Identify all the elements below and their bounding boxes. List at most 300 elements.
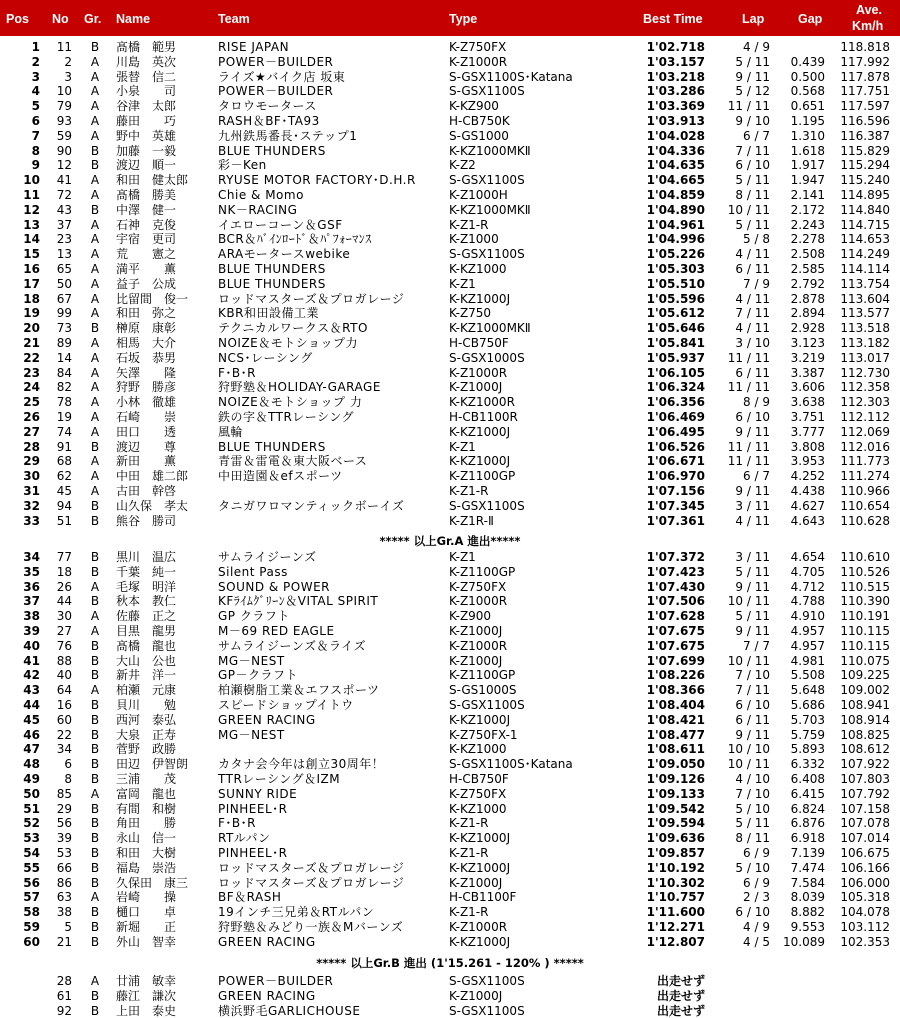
pos-cell: 24 <box>23 380 40 395</box>
header-best-time: Best Time <box>643 12 703 26</box>
name-cell: 和田 健太郎 <box>116 173 189 188</box>
name-cell: 古田 幹啓 <box>116 484 177 498</box>
lap-cell: 7 / 11 <box>735 683 770 698</box>
best-time-cell: 1'04.635 <box>646 158 705 173</box>
table-row <box>0 70 900 85</box>
ave-speed-cell: 110.966 <box>840 484 890 498</box>
name-cell: 渡辺 順一 <box>116 158 177 173</box>
lap-cell: 11 / 11 <box>727 380 770 395</box>
type-cell: H-CB1100F <box>449 890 517 905</box>
header-gap: Gap <box>798 12 823 26</box>
ave-speed-cell: 108.612 <box>840 742 890 757</box>
pos-cell: 23 <box>23 365 40 380</box>
lap-cell: 4 / 11 <box>735 291 770 306</box>
best-time-cell: 1'12.271 <box>646 920 705 934</box>
gap-cell: 3.638 <box>790 395 825 410</box>
table-row <box>0 306 900 321</box>
group-cell: A <box>90 469 100 484</box>
name-cell: 目黒 龍男 <box>116 624 177 638</box>
gap-cell: 8.882 <box>790 905 825 920</box>
table-row <box>0 173 900 188</box>
group-cell: A <box>90 114 100 128</box>
group-cell: A <box>90 424 100 439</box>
number-cell: 28 <box>56 974 72 988</box>
pos-cell: 3 <box>31 69 40 84</box>
pos-cell: 38 <box>23 609 40 624</box>
lap-cell: 10 / 11 <box>727 653 770 668</box>
lap-cell: 11 / 11 <box>727 350 770 365</box>
gap-cell: 5.648 <box>790 683 825 698</box>
gap-cell: 10.089 <box>783 934 825 949</box>
type-cell: K-Z1 <box>449 550 476 564</box>
lap-cell: 6 / 7 <box>743 128 770 143</box>
ave-speed-cell: 115.294 <box>840 158 890 173</box>
number-cell: 85 <box>56 786 72 801</box>
gap-cell: 6.824 <box>790 801 825 816</box>
lap-cell: 6 / 11 <box>735 365 770 380</box>
lap-cell: 5 / 11 <box>735 816 770 831</box>
gap-cell: 2.792 <box>790 276 825 291</box>
table-row <box>0 861 900 876</box>
type-cell: S-GSX1100S <box>449 974 525 988</box>
team-cell: POWER－BUILDER <box>218 974 334 988</box>
type-cell: K-Z1100GP <box>449 469 516 484</box>
type-cell: K-Z1 <box>449 439 476 454</box>
best-time-cell: 1'11.600 <box>646 905 705 920</box>
gap-cell: 2.172 <box>790 202 825 217</box>
lap-cell: 6 / 10 <box>735 698 770 712</box>
name-cell: 加藤 一毅 <box>116 143 177 158</box>
table-row <box>0 816 900 831</box>
table-row <box>0 713 900 728</box>
number-cell: 72 <box>56 188 72 202</box>
lap-cell: 4 / 11 <box>735 247 770 262</box>
group-cell: B <box>90 698 100 712</box>
best-time-cell: 1'08.404 <box>646 698 705 712</box>
best-time-cell: 1'06.105 <box>646 365 705 380</box>
best-time-cell: 1'06.495 <box>646 424 705 439</box>
group-cell: B <box>90 158 100 173</box>
type-cell: H-CB750K <box>449 114 510 128</box>
ave-speed-cell: 107.014 <box>840 831 890 846</box>
pos-cell: 11 <box>23 188 40 202</box>
team-cell: イエローコーン＆GSF <box>218 217 343 232</box>
number-cell: 22 <box>56 727 72 742</box>
gap-cell: 5.508 <box>790 668 825 683</box>
team-cell: GREEN RACING <box>218 988 316 1003</box>
team-cell: ロッドマスターズ＆プロガレージ <box>218 291 405 306</box>
gap-cell: 4.788 <box>790 594 825 609</box>
team-cell: サムライジーンズ <box>218 550 317 564</box>
gap-cell: 3.751 <box>790 410 825 424</box>
table-row <box>0 890 900 905</box>
table-row <box>0 876 900 891</box>
team-cell: PINHEEL･R <box>218 801 288 816</box>
best-time-cell: 1'04.890 <box>646 202 705 217</box>
group-cell: B <box>90 439 100 454</box>
type-cell: K-Z1000J <box>449 653 503 668</box>
header-team: Team <box>218 12 250 26</box>
type-cell: K-Z1000J <box>449 380 503 395</box>
team-cell: BLUE THUNDERS <box>218 262 326 276</box>
type-cell: K-Z2 <box>449 158 476 173</box>
best-time-cell: 1'08.477 <box>646 727 705 742</box>
table-row <box>0 550 900 565</box>
pos-cell: 52 <box>23 816 40 831</box>
lap-cell: 4 / 10 <box>735 772 770 786</box>
table-row <box>0 114 900 129</box>
pos-cell: 50 <box>23 786 40 801</box>
type-cell: K-KZ1000J <box>449 934 511 949</box>
ave-speed-cell: 114.840 <box>840 202 890 217</box>
pos-cell: 10 <box>23 173 40 188</box>
best-time-cell: 1'03.369 <box>646 99 705 114</box>
gap-cell: 7.474 <box>790 860 825 875</box>
name-cell: 中澤 健一 <box>116 202 177 217</box>
team-cell: ARAモータースwebike <box>218 247 351 262</box>
best-time-cell: 1'08.611 <box>646 742 705 757</box>
number-cell: 89 <box>56 336 72 350</box>
name-cell: 石神 克俊 <box>116 217 177 232</box>
lap-cell: 7 / 10 <box>735 786 770 801</box>
header-lap: Lap <box>742 12 765 26</box>
number-cell: 16 <box>56 698 72 712</box>
group-cell: B <box>90 920 100 934</box>
team-cell: SOUND & POWER <box>218 579 331 594</box>
team-cell: 彩－Ken <box>218 158 267 173</box>
name-cell: 藤田 巧 <box>116 114 177 128</box>
ave-speed-cell: 112.730 <box>840 365 890 380</box>
team-cell: カタナ会今年は創立30周年！ <box>218 757 385 772</box>
gap-cell: 2.894 <box>790 306 825 321</box>
team-cell: KFﾗｲﾑｸﾞﾘｰﾝ＆VITAL SPIRIT <box>218 594 379 609</box>
number-cell: 92 <box>56 1003 72 1018</box>
group-cell: B <box>90 757 100 772</box>
name-cell: 新井 洋一 <box>116 668 177 683</box>
ave-speed-cell: 110.628 <box>840 513 890 528</box>
best-time-cell: 1'06.526 <box>646 439 705 454</box>
name-cell: 中田 雄二郎 <box>116 469 189 484</box>
group-cell: A <box>90 336 100 350</box>
type-cell: K-KZ1000J <box>449 424 511 439</box>
group-cell: A <box>90 99 100 114</box>
gap-cell: 3.387 <box>790 365 825 380</box>
best-time-cell: 出走せず <box>656 988 705 1003</box>
table-row <box>0 654 900 669</box>
type-cell: K-Z1000R <box>449 594 508 609</box>
best-time-cell: 1'07.361 <box>646 513 705 528</box>
header-type: Type <box>449 12 478 26</box>
name-cell: 荒 憲之 <box>116 247 177 262</box>
ave-speed-cell: 112.112 <box>840 410 890 424</box>
best-time-cell: 1'07.345 <box>646 498 705 513</box>
best-time-cell: 1'10.757 <box>646 890 705 905</box>
best-time-cell: 1'04.859 <box>646 188 705 202</box>
best-time-cell: 1'07.372 <box>646 550 705 564</box>
table-row <box>0 757 900 772</box>
ave-speed-cell: 104.078 <box>840 905 890 920</box>
team-cell: BLUE THUNDERS <box>218 439 326 454</box>
pos-cell: 7 <box>31 128 40 143</box>
lap-cell: 8 / 9 <box>743 395 770 410</box>
best-time-cell: 1'06.469 <box>646 410 705 424</box>
best-time-cell: 1'10.192 <box>646 860 705 875</box>
best-time-cell: 1'05.841 <box>646 336 705 350</box>
number-cell: 59 <box>56 128 72 143</box>
name-cell: 新田 薫 <box>116 454 177 469</box>
team-cell: スピードショップイトウ <box>218 698 354 712</box>
gap-cell: 3.123 <box>790 336 825 350</box>
number-cell: 90 <box>56 143 72 158</box>
group-cell: B <box>90 816 100 831</box>
type-cell: S-GSX1100S <box>449 1003 525 1018</box>
pos-cell: 4 <box>31 84 40 99</box>
best-time-cell: 1'10.302 <box>646 875 705 890</box>
team-cell: GREEN RACING <box>218 712 316 727</box>
team-cell: POWER－BUILDER <box>218 54 334 69</box>
table-row <box>0 624 900 639</box>
type-cell: K-KZ1000 <box>449 801 507 816</box>
pos-cell: 39 <box>23 624 40 638</box>
type-cell: S-GSX1100S <box>449 698 525 712</box>
gap-cell: 6.332 <box>790 757 825 772</box>
lap-cell: 6 / 10 <box>735 158 770 173</box>
team-cell: F･B･R <box>218 365 256 380</box>
ave-speed-cell: 116.387 <box>840 128 890 143</box>
ave-speed-cell: 106.000 <box>840 875 890 890</box>
table-row <box>0 366 900 381</box>
number-cell: 34 <box>56 742 72 757</box>
lap-cell: 5 / 8 <box>743 232 770 247</box>
type-cell: K-KZ900 <box>449 99 499 114</box>
table-row <box>0 84 900 99</box>
name-cell: 相馬 大介 <box>116 336 177 350</box>
name-cell: 久保田 康三 <box>116 875 189 890</box>
type-cell: K-Z1000R <box>449 920 508 934</box>
pos-cell: 41 <box>23 653 40 668</box>
type-cell: K-Z1-R <box>449 905 489 920</box>
type-cell: K-KZ1000MKⅡ <box>449 143 531 158</box>
group-cell: A <box>90 579 100 594</box>
best-time-cell: 1'04.336 <box>646 143 705 158</box>
best-time-cell: 1'04.996 <box>646 232 705 247</box>
name-cell: 西河 泰弘 <box>116 712 177 727</box>
pos-cell: 46 <box>23 727 40 742</box>
team-cell: BCR＆ﾊﾞｲﾝﾛｰﾄﾞ＆ﾊﾟﾌｫｰﾏﾝｽ <box>218 232 372 247</box>
type-cell: K-Z1000H <box>449 188 508 202</box>
gap-cell: 2.928 <box>790 321 825 336</box>
pos-cell: 59 <box>23 920 40 934</box>
lap-cell: 2 / 3 <box>743 890 770 905</box>
number-cell: 61 <box>56 988 72 1003</box>
ave-speed-cell: 114.715 <box>840 217 890 232</box>
group-cell: A <box>90 54 100 69</box>
name-cell: 小泉 司 <box>116 84 177 99</box>
name-cell: 和田 大樹 <box>116 846 177 860</box>
name-cell: 山久保 孝太 <box>116 498 189 513</box>
ave-speed-cell: 111.274 <box>840 469 890 484</box>
type-cell: S-GSX1100S <box>449 498 525 513</box>
table-row <box>0 247 900 262</box>
team-cell: ロッドマスターズ＆プロガレージ <box>218 860 405 875</box>
gap-cell: 4.654 <box>790 550 825 564</box>
group-cell: B <box>90 638 100 653</box>
name-cell: 菅野 政勝 <box>116 742 177 757</box>
team-cell: PINHEEL･R <box>218 846 288 860</box>
gap-cell: 4.705 <box>790 564 825 579</box>
lap-cell: 6 / 10 <box>735 410 770 424</box>
type-cell: K-Z750FX-1 <box>449 727 518 742</box>
team-cell: NOIZE＆モトショップ 力 <box>218 395 363 410</box>
lap-cell: 7 / 11 <box>735 143 770 158</box>
team-cell: 狩野塾＆HOLIDAY-GARAGE <box>218 380 381 395</box>
name-cell: 有間 和樹 <box>116 801 177 816</box>
number-cell: 60 <box>56 712 72 727</box>
ave-speed-cell: 110.515 <box>840 579 890 594</box>
lap-cell: 9 / 11 <box>735 624 770 638</box>
lap-cell: 10 / 11 <box>727 757 770 772</box>
gap-cell: 0.651 <box>790 99 825 114</box>
lap-cell: 5 / 11 <box>735 173 770 188</box>
ave-speed-cell: 117.878 <box>840 69 890 84</box>
ave-speed-cell: 117.992 <box>840 54 890 69</box>
ave-speed-cell: 117.597 <box>840 99 890 114</box>
group-cell: A <box>90 609 100 624</box>
team-cell: テクニカルワークス＆RTO <box>218 321 368 336</box>
pos-cell: 2 <box>31 54 40 69</box>
group-cell: B <box>90 40 100 54</box>
team-cell: ロッドマスターズ＆プロガレージ <box>218 875 405 890</box>
group-cell: B <box>90 550 100 564</box>
group-cell: A <box>90 262 100 276</box>
team-cell: M－69 RED EAGLE <box>218 624 335 638</box>
type-cell: H-CB750F <box>449 336 509 350</box>
lap-cell: 8 / 11 <box>735 831 770 846</box>
lap-cell: 9 / 11 <box>735 424 770 439</box>
type-cell: K-Z900 <box>449 609 492 624</box>
ave-speed-cell: 110.115 <box>840 638 890 653</box>
table-row <box>0 905 900 920</box>
gap-cell: 5.893 <box>790 742 825 757</box>
number-cell: 68 <box>56 454 72 469</box>
name-cell: 益子 公成 <box>116 276 177 291</box>
table-row <box>0 292 900 307</box>
gap-cell: 0.439 <box>790 54 825 69</box>
type-cell: S-GSX1100S <box>449 173 525 188</box>
lap-cell: 7 / 11 <box>735 306 770 321</box>
gap-cell: 2.508 <box>790 247 825 262</box>
ave-speed-cell: 106.166 <box>840 860 890 875</box>
table-row <box>0 683 900 698</box>
name-cell: 田口 透 <box>116 424 177 439</box>
type-cell: K-KZ1000J <box>449 712 511 727</box>
group-cell: A <box>90 350 100 365</box>
group-cell: A <box>90 484 100 498</box>
lap-cell: 7 / 9 <box>743 276 770 291</box>
name-cell: 谷津 太郎 <box>116 99 177 114</box>
ave-speed-cell: 110.115 <box>840 624 890 638</box>
best-time-cell: 1'07.506 <box>646 594 705 609</box>
best-time-cell: 1'07.675 <box>646 624 705 638</box>
name-cell: 満平 薫 <box>116 262 177 276</box>
number-cell: 19 <box>56 410 72 424</box>
best-time-cell: 1'06.671 <box>646 454 705 469</box>
number-cell: 10 <box>56 84 72 99</box>
best-time-cell: 1'09.126 <box>646 772 705 786</box>
number-cell: 18 <box>56 564 72 579</box>
best-time-cell: 1'08.226 <box>646 668 705 683</box>
number-cell: 39 <box>56 831 72 846</box>
name-cell: 樋口 卓 <box>116 905 177 920</box>
pos-cell: 33 <box>23 513 40 528</box>
group-cell: B <box>90 143 100 158</box>
gap-cell: 4.981 <box>790 653 825 668</box>
team-cell: NK－RACING <box>218 202 298 217</box>
name-cell: 髙橋 勝美 <box>116 188 177 202</box>
group-cell: B <box>90 801 100 816</box>
name-cell: 千葉 純一 <box>116 564 177 579</box>
name-cell: 外山 智幸 <box>116 934 177 949</box>
table-row <box>0 609 900 624</box>
lap-cell: 4 / 5 <box>743 934 770 949</box>
ave-speed-cell: 113.754 <box>840 276 890 291</box>
gap-cell: 3.606 <box>790 380 825 395</box>
group-cell: A <box>90 217 100 232</box>
pos-cell: 19 <box>23 306 40 321</box>
gap-cell: 2.585 <box>790 262 825 276</box>
gap-cell: 5.759 <box>790 727 825 742</box>
lap-cell: 3 / 10 <box>735 336 770 350</box>
group-cell: A <box>90 395 100 410</box>
ave-speed-cell: 110.654 <box>840 498 890 513</box>
best-time-cell: 1'05.303 <box>646 262 705 276</box>
best-time-cell: 1'03.218 <box>646 69 705 84</box>
best-time-cell: 1'06.324 <box>646 380 705 395</box>
type-cell: K-Z750FX <box>449 40 507 54</box>
team-cell: Chie & Momo <box>218 188 304 202</box>
pos-cell: 48 <box>23 757 40 772</box>
ave-speed-cell: 110.526 <box>840 564 890 579</box>
number-cell: 65 <box>56 262 72 276</box>
name-cell: 榊原 康彰 <box>116 321 177 336</box>
best-time-cell: 1'05.510 <box>646 276 705 291</box>
pos-cell: 12 <box>23 202 40 217</box>
pos-cell: 5 <box>31 99 40 114</box>
team-cell: タニガワロマンティックボーイズ <box>218 498 405 513</box>
group-cell: B <box>90 727 100 742</box>
type-cell: K-KZ1000J <box>449 291 511 306</box>
lap-cell: 4 / 11 <box>735 321 770 336</box>
ave-speed-cell: 112.358 <box>840 380 890 395</box>
pos-cell: 44 <box>23 698 40 712</box>
ave-speed-cell: 114.895 <box>840 188 890 202</box>
lap-cell: 9 / 11 <box>735 69 770 84</box>
ave-speed-cell: 110.075 <box>840 653 890 668</box>
lap-cell: 7 / 10 <box>735 668 770 683</box>
team-cell: RISE JAPAN <box>218 40 290 54</box>
type-cell: K-Z750FX <box>449 579 507 594</box>
ave-speed-cell: 107.158 <box>840 801 890 816</box>
lap-cell: 10 / 10 <box>727 742 770 757</box>
pos-cell: 20 <box>23 321 40 336</box>
number-cell: 77 <box>56 550 72 564</box>
group-cell: A <box>90 128 100 143</box>
ave-speed-cell: 108.825 <box>840 727 890 742</box>
team-cell: POWER－BUILDER <box>218 84 334 99</box>
name-cell: 大泉 正寿 <box>116 727 177 742</box>
team-cell: BF＆RASH <box>218 890 282 905</box>
type-cell: K-Z1100GP <box>449 564 516 579</box>
